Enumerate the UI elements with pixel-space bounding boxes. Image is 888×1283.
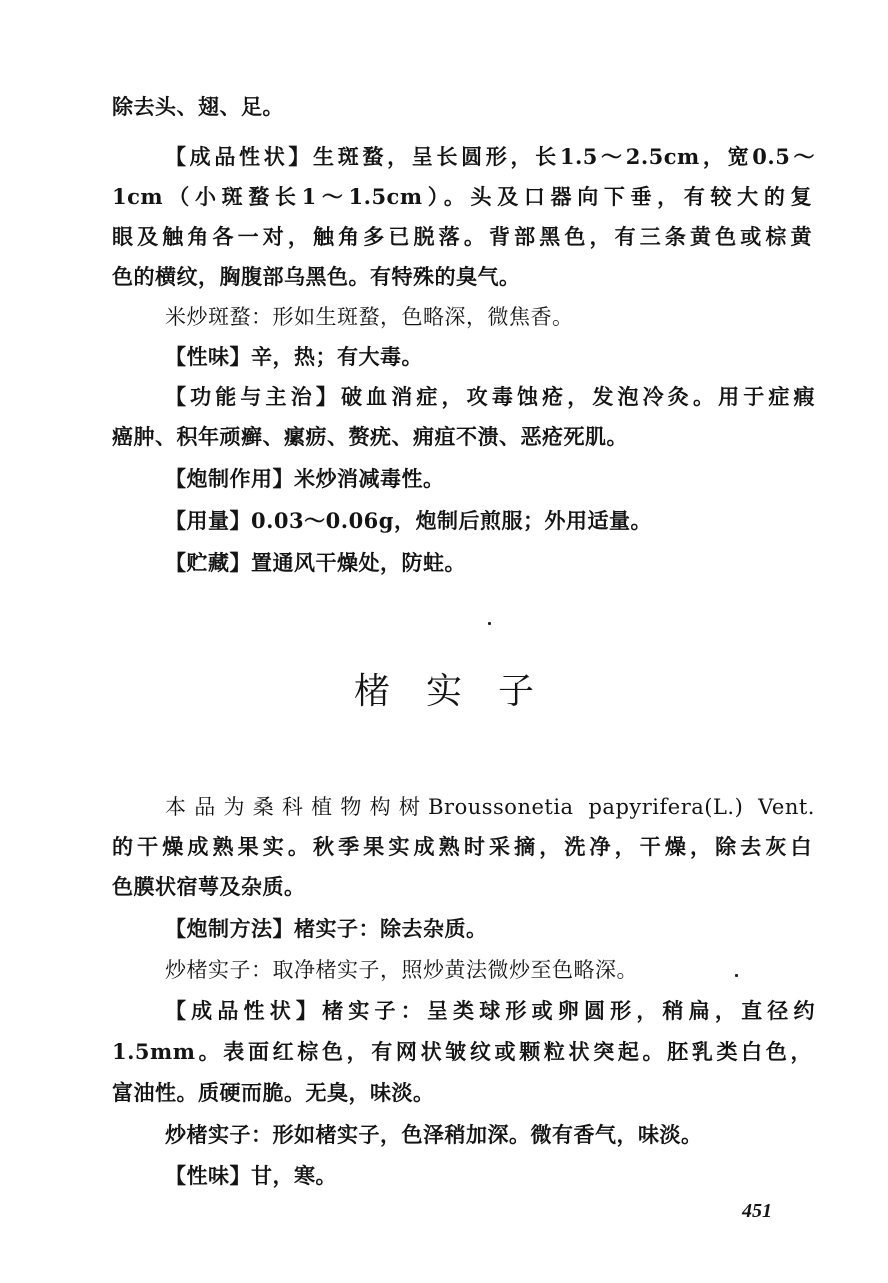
- text-line: 癌肿、积年顽癣、瘰疬、赘疣、痈疽不溃、恶疮死肌。: [112, 424, 628, 449]
- text-line: 眼及触角各一对，触角多已脱落。背部黑色，有三条黄色或棕黄: [112, 224, 812, 249]
- page-number: 451: [742, 1200, 772, 1222]
- text-line: 炒楮实子：取净楮实子，照炒黄法微炒至色略深。: [165, 958, 638, 982]
- scan-speck: [488, 622, 491, 625]
- section-title: 楮实子: [353, 671, 570, 712]
- text-line: 【性味】甘，寒。: [165, 1163, 337, 1188]
- text-line: 富油性。质硬而脆。无臭，味淡。: [112, 1080, 435, 1105]
- text-line: 【成品性状】楮实子：呈类球形或卵圆形，稍扁，直径约: [165, 998, 815, 1023]
- text-line: 【炮制方法】楮实子：除去杂质。: [165, 916, 488, 941]
- text-line: 本品为桑科植物构树Broussonetia papyrifera(L.) Vent.: [165, 795, 815, 819]
- text-line: 【成品性状】生斑蝥，呈长圆形，长1.5～2.5cm，宽0.5～: [165, 144, 815, 169]
- text-line: 1cm（小斑蝥长1～1.5cm）。头及口器向下垂，有较大的复: [112, 184, 812, 209]
- text-line: 的干燥成熟果实。秋季果实成熟时采摘，洗净，干燥，除去灰白: [112, 834, 812, 859]
- text-line: 米炒斑蝥：形如生斑蝥，色略深，微焦香。: [165, 305, 574, 329]
- text-line: 1.5mm。表面红棕色，有网状皱纹或颗粒状突起。胚乳类白色，: [112, 1039, 812, 1064]
- text-line: 【功能与主治】破血消症，攻毒蚀疮，发泡冷灸。用于症瘕: [165, 384, 815, 409]
- text-line: 【炮制作用】米炒消减毒性。: [165, 466, 445, 491]
- text-line: 除去头、翅、足。: [112, 94, 284, 119]
- text-line: 【性味】辛，热；有大毒。: [165, 344, 423, 369]
- scan-speck: [735, 974, 738, 977]
- text-line: 【贮藏】置通风干燥处，防蛀。: [165, 550, 466, 575]
- text-line: 炒楮实子：形如楮实子，色泽稍加深。微有香气，味淡。: [165, 1122, 703, 1147]
- text-line: 【用量】0.03～0.06g，炮制后煎服；外用适量。: [165, 508, 652, 533]
- text-line: 色膜状宿萼及杂质。: [112, 874, 306, 899]
- text-line: 色的横纹，胸腹部乌黑色。有特殊的臭气。: [112, 264, 521, 289]
